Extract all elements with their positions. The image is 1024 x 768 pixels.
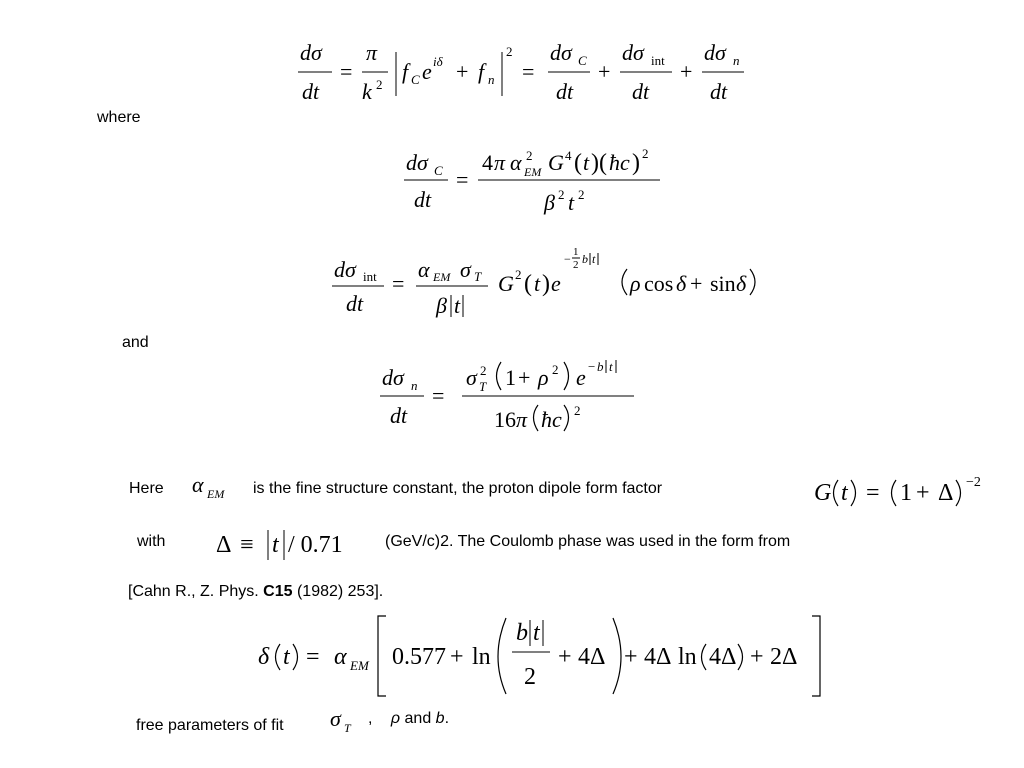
svg-text:ħc: ħc (609, 150, 630, 175)
form-factor-equation (814, 470, 1004, 514)
svg-text:2: 2 (376, 77, 383, 92)
svg-text:EM: EM (524, 165, 542, 179)
delta-definition (216, 524, 356, 564)
svg-text:): ) (542, 271, 550, 297)
rho-symbol: ρ (390, 710, 401, 727)
equation-coulomb (402, 146, 672, 216)
svg-text:≡: ≡ (240, 532, 254, 558)
svg-text:+: + (456, 59, 469, 84)
svg-text:int: int (363, 269, 377, 284)
equation-coulomb-phase (258, 612, 828, 702)
svg-text:4: 4 (482, 150, 493, 175)
equation-interference (330, 243, 800, 323)
svg-text:T: T (344, 721, 351, 735)
svg-text:+: + (680, 59, 693, 84)
svg-text:4Δ: 4Δ (578, 644, 606, 670)
svg-text:16: 16 (494, 407, 516, 432)
svg-text:2: 2 (574, 403, 581, 418)
svg-text:+: + (750, 644, 764, 670)
svg-text:dt: dt (346, 291, 364, 316)
svg-text:Δ: Δ (216, 532, 232, 558)
reference-prefix: [Cahn R., Z. Phys. (128, 583, 264, 600)
sigma-t-symbol (330, 706, 364, 738)
svg-text:t: t (272, 532, 279, 558)
reference-suffix: (1982) 253]. (292, 583, 384, 600)
svg-text:=: = (432, 383, 445, 408)
svg-text:Δ: Δ (938, 480, 954, 506)
svg-text:α: α (418, 257, 430, 282)
svg-text:e: e (551, 271, 561, 296)
svg-text:): ) (632, 150, 640, 176)
svg-text:f: f (478, 59, 485, 84)
svg-text:−: − (564, 252, 571, 266)
svg-text:+: + (518, 365, 531, 390)
svg-text:T: T (479, 379, 487, 394)
svg-text:=: = (456, 167, 469, 192)
svg-text:π: π (366, 40, 378, 65)
svg-text:t: t (609, 359, 613, 374)
svg-text:t: t (592, 252, 596, 266)
svg-text:dt: dt (390, 403, 408, 428)
with-label: with (137, 533, 166, 550)
svg-text:=: = (340, 59, 353, 84)
svg-text:1: 1 (900, 480, 912, 506)
svg-text:t: t (583, 150, 590, 175)
svg-text:EM: EM (433, 270, 451, 284)
svg-text:b: b (516, 620, 528, 646)
svg-text:int: int (651, 53, 665, 68)
svg-text:iδ: iδ (433, 54, 443, 69)
svg-text:+: + (450, 644, 464, 670)
svg-text:dσ: dσ (406, 150, 428, 175)
svg-text:t: t (841, 480, 848, 506)
svg-text:dt: dt (710, 79, 728, 104)
svg-text:t: t (568, 190, 575, 215)
svg-text:dσ: dσ (334, 257, 356, 282)
svg-text:dt: dt (632, 79, 650, 104)
svg-text:dσ: dσ (300, 40, 322, 65)
svg-text:4: 4 (565, 148, 572, 163)
equation-nuclear (378, 355, 648, 437)
svg-text:ln: ln (472, 644, 491, 670)
svg-text:4Δ: 4Δ (644, 644, 672, 670)
svg-text:b: b (597, 359, 604, 374)
svg-text:+: + (690, 271, 703, 296)
svg-text:n: n (488, 72, 495, 87)
svg-text:−: − (588, 359, 596, 374)
svg-text:1: 1 (505, 365, 516, 390)
svg-text:2: 2 (506, 44, 513, 59)
period: . (444, 710, 450, 727)
svg-text:=: = (866, 480, 880, 506)
svg-text:)(: )( (591, 150, 607, 176)
svg-text:n: n (733, 53, 740, 68)
svg-text:2: 2 (642, 146, 649, 161)
svg-text:=: = (306, 644, 320, 670)
svg-text:0.577: 0.577 (392, 644, 446, 670)
svg-text:t: t (283, 644, 290, 670)
svg-text:=: = (392, 271, 405, 296)
svg-text:e: e (576, 365, 586, 390)
svg-text:δ: δ (736, 271, 747, 296)
svg-text:b: b (582, 252, 588, 266)
svg-text:EM: EM (350, 658, 369, 673)
svg-text:k: k (362, 79, 372, 104)
svg-text:G: G (498, 271, 514, 296)
svg-text:β: β (436, 293, 447, 318)
svg-text:2: 2 (573, 259, 579, 271)
fine-structure-text: is the fine structure constant, the proton dipole form factor (253, 480, 663, 497)
svg-text:T: T (474, 269, 482, 284)
svg-text:ln: ln (678, 644, 697, 670)
svg-text:t: t (534, 271, 541, 296)
svg-text:/ 0.71: / 0.71 (288, 532, 343, 558)
comma: , (368, 710, 373, 727)
free-params-tail (368, 710, 449, 728)
svg-text:t: t (533, 620, 540, 646)
svg-text:2Δ: 2Δ (770, 644, 798, 670)
svg-text:ρ: ρ (538, 365, 549, 390)
svg-text:−2: −2 (966, 475, 981, 490)
svg-text:(: ( (574, 150, 582, 176)
svg-text:sin: sin (710, 271, 736, 296)
svg-text:+: + (598, 59, 611, 84)
svg-text:2: 2 (558, 187, 565, 202)
svg-text:EM: EM (207, 487, 225, 501)
svg-text:2: 2 (524, 664, 536, 690)
svg-text:σ: σ (330, 706, 341, 731)
svg-text:dσ: dσ (382, 365, 404, 390)
svg-text:4Δ: 4Δ (709, 644, 737, 670)
reference-volume: C15 (263, 583, 293, 600)
svg-text:(: ( (524, 271, 532, 297)
svg-text:δ: δ (676, 271, 687, 296)
svg-text:+: + (624, 644, 638, 670)
svg-text:β: β (544, 190, 555, 215)
svg-text:α: α (510, 150, 522, 175)
svg-text:2: 2 (526, 148, 533, 163)
svg-text:C: C (411, 72, 420, 87)
and-word: and (400, 710, 436, 727)
svg-text:δ: δ (258, 644, 270, 670)
alpha-em-symbol (192, 472, 242, 506)
equation-total-cross-section (296, 38, 756, 108)
svg-text:G: G (814, 480, 832, 506)
svg-text:dt: dt (414, 187, 432, 212)
svg-text:cos: cos (644, 271, 674, 296)
svg-text:=: = (522, 59, 535, 84)
cahn-reference (128, 583, 383, 601)
svg-text:G: G (548, 150, 564, 175)
svg-text:ρ: ρ (630, 271, 641, 296)
units-phase-text: (GeV/c)2. The Coulomb phase was used in the form from (385, 533, 791, 550)
svg-text:+: + (916, 480, 930, 506)
svg-text:ħc: ħc (541, 407, 562, 432)
b-symbol: b (435, 710, 445, 727)
where-label: where (97, 109, 141, 126)
svg-text:2: 2 (515, 267, 522, 282)
svg-text:α: α (192, 472, 204, 497)
svg-text:1: 1 (573, 246, 579, 258)
svg-text:2: 2 (578, 187, 585, 202)
svg-text:2: 2 (480, 363, 487, 378)
svg-text:α: α (334, 644, 347, 670)
svg-text:π: π (494, 150, 506, 175)
svg-text:+: + (558, 644, 572, 670)
here-label: Here (129, 480, 164, 497)
svg-text:t: t (454, 293, 461, 318)
svg-text:dσ: dσ (622, 40, 644, 65)
svg-text:π: π (516, 407, 528, 432)
svg-text:dt: dt (302, 79, 320, 104)
svg-text:2: 2 (552, 362, 559, 377)
svg-text:C: C (578, 53, 587, 68)
svg-text:dσ: dσ (550, 40, 572, 65)
svg-text:σ: σ (460, 257, 471, 282)
svg-text:e: e (422, 59, 432, 84)
svg-text:n: n (411, 378, 418, 393)
svg-text:C: C (434, 163, 443, 178)
svg-text:σ: σ (466, 365, 477, 390)
svg-text:dt: dt (556, 79, 574, 104)
svg-text:dσ: dσ (704, 40, 726, 65)
and-label: and (122, 334, 149, 351)
svg-text:f: f (402, 59, 409, 84)
free-params-label: free parameters of fit (136, 717, 284, 734)
